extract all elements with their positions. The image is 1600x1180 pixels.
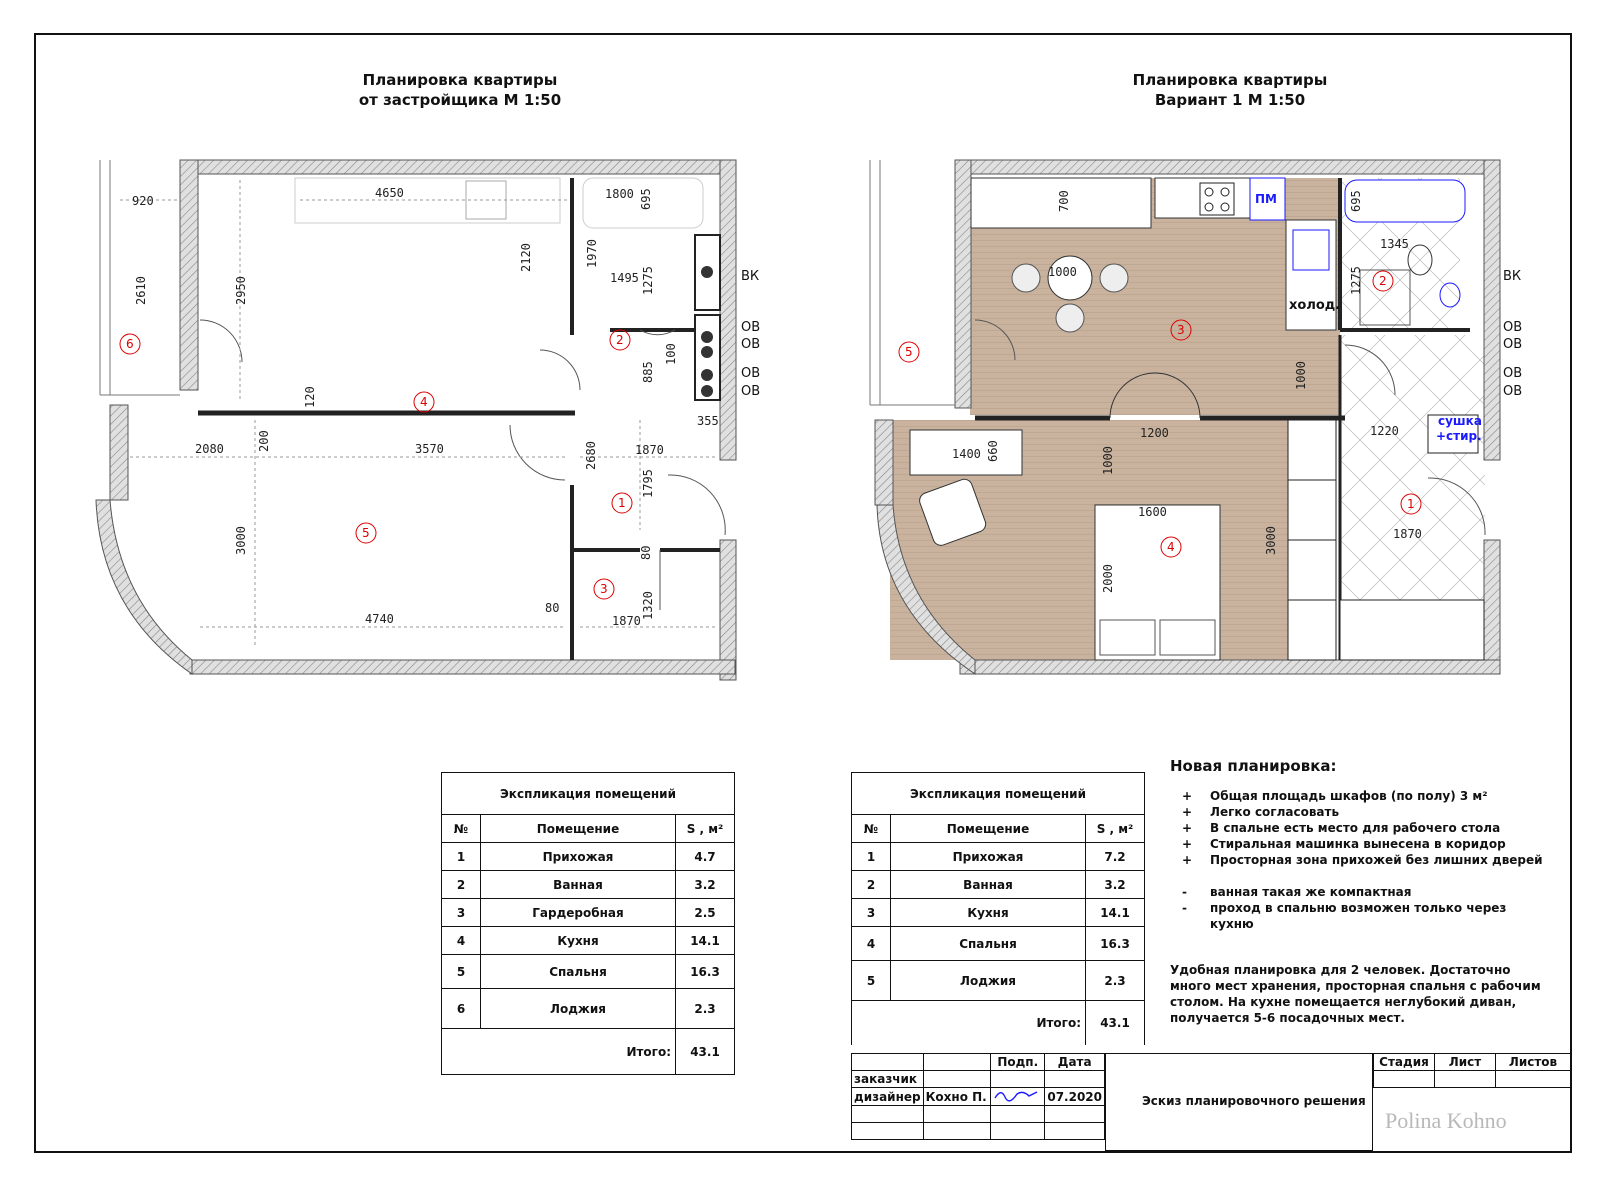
right-table-row: 5 Лоджия 2.3 <box>852 961 1145 1001</box>
left-dim-1795: 1795 <box>641 469 655 498</box>
left-right-wall-lower <box>720 540 736 680</box>
left-riser-ov-1: ОВ <box>741 320 761 335</box>
left-dim-1800: 1800 <box>605 187 634 201</box>
right-bedroom-wall <box>875 420 893 505</box>
right-table-title: Экспликация помещений <box>852 773 1145 815</box>
pros-list <box>1170 788 1550 868</box>
left-dim-200: 200 <box>257 430 271 452</box>
left-room-1: 1 <box>618 496 626 510</box>
con-item: - проход в спальню возможен только через кухню <box>1182 901 1507 931</box>
left-dim-3570: 3570 <box>415 442 444 456</box>
right-room-2: 2 <box>1379 274 1387 288</box>
left-room-5: 5 <box>362 526 370 540</box>
right-room-3: 3 <box>1177 323 1185 337</box>
right-plan-title: Планировка квартиры Вариант 1 М 1:50 <box>1132 71 1328 109</box>
washer-label-line2: +стир. <box>1436 429 1482 443</box>
right-dim-3000: 3000 <box>1264 526 1278 555</box>
left-table-row: 5 Спальня 16.3 <box>442 955 735 989</box>
right-table-total: 43.1 <box>1086 1001 1145 1045</box>
left-dim-2680: 2680 <box>584 441 598 470</box>
left-explication-table <box>441 772 735 1075</box>
left-table-header-no: № <box>442 815 481 843</box>
pro-item: + Просторная зона прихожей без лишних дверей <box>1182 853 1543 867</box>
right-room-5: 5 <box>905 345 913 359</box>
left-dim-3000: 3000 <box>234 526 248 555</box>
left-table-row: 4 Кухня 14.1 <box>442 927 735 955</box>
right-right-wall <box>1484 160 1500 460</box>
left-dim-695: 695 <box>639 188 653 210</box>
layout-notes <box>1170 758 1550 1026</box>
right-dim-660: 660 <box>986 440 1000 462</box>
watermark-logo: Polina Kohno <box>1385 1108 1507 1133</box>
left-dim-2120: 2120 <box>519 243 533 272</box>
right-riser-ov-2: ОВ <box>1503 337 1523 352</box>
left-dim-1495: 1495 <box>610 271 639 285</box>
pro-item: + Стиральная машинка вынесена в коридор <box>1182 837 1506 851</box>
title-block <box>851 1053 1105 1140</box>
left-riser-ov-3: ОВ <box>741 366 761 381</box>
left-loggia-wall <box>180 160 198 390</box>
left-dim-1870-top: 1870 <box>635 443 664 457</box>
right-explication-table <box>851 772 1145 1045</box>
left-bedroom-wall <box>110 405 128 500</box>
notes-heading: Новая планировка: <box>1170 757 1337 775</box>
left-table-title: Экспликация помещений <box>442 773 735 815</box>
left-table-header-area: S , м² <box>676 815 735 843</box>
left-dim-100: 100 <box>664 343 678 365</box>
right-dim-1000-bed: 1000 <box>1101 446 1115 475</box>
signature-image <box>991 1088 1045 1106</box>
right-dim-1220: 1220 <box>1370 424 1399 438</box>
pro-item: + В спальне есть место для рабочего стола <box>1182 821 1501 835</box>
left-plan-title: Планировка квартиры от застройщика М 1:50 <box>358 71 562 109</box>
right-dim-1000-kitchen: 1000 <box>1294 361 1308 390</box>
pro-item: + Общая площадь шкафов (по полу) 3 м² <box>1182 789 1488 803</box>
right-dim-1000-table: 1000 <box>1048 265 1077 279</box>
right-dim-1275: 1275 <box>1349 266 1363 295</box>
dishwasher-label: ПМ <box>1255 192 1277 206</box>
right-dim-700: 700 <box>1057 190 1071 212</box>
right-room-1: 1 <box>1407 497 1415 511</box>
right-bottom-wall <box>960 660 1500 674</box>
left-riser-ov-2: ОВ <box>741 337 761 352</box>
right-right-wall-lower <box>1484 540 1500 670</box>
stamp-designer-label: дизайнер <box>852 1088 924 1106</box>
right-riser-ov-3: ОВ <box>1503 366 1523 381</box>
left-room-4: 4 <box>420 395 428 409</box>
left-bay-window-wall <box>96 500 192 674</box>
right-top-wall <box>960 160 1500 174</box>
left-dim-4650: 4650 <box>375 186 404 200</box>
left-room-3: 3 <box>600 582 608 596</box>
left-dim-2610: 2610 <box>134 276 148 305</box>
left-top-wall <box>180 160 720 174</box>
washer-label-line1: сушка <box>1438 414 1482 428</box>
left-dim-1970: 1970 <box>585 239 599 268</box>
stamp-sheet-cells <box>1373 1053 1571 1088</box>
stamp-project-title: Эскиз планировочного решения <box>1142 1094 1366 1108</box>
stamp-stage-header: Стадия <box>1374 1054 1435 1071</box>
left-riser-ov-4: ОВ <box>741 384 761 399</box>
right-riser-vk: ВК <box>1503 269 1522 284</box>
stamp-customer-label: заказчик <box>852 1071 924 1088</box>
right-table-row: 4 Спальня 16.3 <box>852 927 1145 961</box>
notes-summary: Удобная планировка для 2 человек. Достаточно много мест хранения, просторная спальня с рабочим столом. На кухне помещается неглубокий диван, получается 5-6 посадочных мест. <box>1170 963 1541 1025</box>
pro-item: + Легко согласовать <box>1182 805 1340 819</box>
fridge-label: холод. <box>1289 298 1341 313</box>
right-table-total-label: Итого: <box>852 1001 1086 1045</box>
left-dim-80-a: 80 <box>545 601 560 615</box>
right-dim-1600: 1600 <box>1138 505 1167 519</box>
left-dim-4740: 4740 <box>365 612 394 626</box>
left-riser-vk: ВК <box>741 269 760 284</box>
left-table-row: 6 Лоджия 2.3 <box>442 989 735 1029</box>
stamp-sheets-header: Листов <box>1496 1054 1571 1071</box>
stamp-designer-name: Кохно П. <box>923 1088 991 1106</box>
left-dim-885: 885 <box>641 361 655 383</box>
stamp-date-header: Дата <box>1045 1054 1105 1071</box>
left-dim-355: 355 <box>697 414 719 428</box>
left-table-row: 1 Прихожая 4.7 <box>442 843 735 871</box>
left-dim-2950: 2950 <box>234 276 248 305</box>
right-dim-1870: 1870 <box>1393 527 1422 541</box>
left-bottom-wall <box>190 660 735 674</box>
stamp-project-title-cell <box>1105 1053 1373 1151</box>
left-plan <box>96 160 760 680</box>
left-table-total-label: Итого: <box>442 1029 676 1075</box>
left-table-row: 2 Ванная 3.2 <box>442 871 735 899</box>
left-dim-1320: 1320 <box>641 591 655 620</box>
right-loggia-wall <box>955 160 971 408</box>
con-item: - ванная такая же компактная <box>1182 885 1412 899</box>
left-room-2: 2 <box>616 333 624 347</box>
right-dim-695: 695 <box>1349 190 1363 212</box>
left-room-6: 6 <box>126 337 134 351</box>
right-dim-1400: 1400 <box>952 447 981 461</box>
right-room-4: 4 <box>1167 540 1175 554</box>
right-dim-2000: 2000 <box>1101 564 1115 593</box>
right-dim-1345: 1345 <box>1380 237 1409 251</box>
left-table-total: 43.1 <box>676 1029 735 1075</box>
right-plan <box>870 160 1522 674</box>
left-table-row: 3 Гардеробная 2.5 <box>442 899 735 927</box>
left-dim-1870-bottom: 1870 <box>612 614 641 628</box>
left-dim-120: 120 <box>303 386 317 408</box>
right-table-row: 1 Прихожая 7.2 <box>852 843 1145 871</box>
left-right-wall <box>720 160 736 460</box>
right-table-row: 2 Ванная 3.2 <box>852 871 1145 899</box>
right-table-header-room: Помещение <box>891 815 1086 843</box>
cons-list <box>1170 884 1550 932</box>
left-dim-920: 920 <box>132 194 154 208</box>
stamp-sign-header: Подп. <box>991 1054 1045 1071</box>
left-dim-2080: 2080 <box>195 442 224 456</box>
left-dim-1275: 1275 <box>641 266 655 295</box>
right-riser-ov-1: ОВ <box>1503 320 1523 335</box>
right-table-header-area: S , м² <box>1086 815 1145 843</box>
stamp-date: 07.2020 <box>1045 1088 1105 1106</box>
left-dim-80-b: 80 <box>639 545 653 560</box>
stamp-sheet-header: Лист <box>1435 1054 1496 1071</box>
right-dim-1200: 1200 <box>1140 426 1169 440</box>
right-table-header-no: № <box>852 815 891 843</box>
right-riser-ov-4: ОВ <box>1503 384 1523 399</box>
left-table-header-room: Помещение <box>481 815 676 843</box>
right-table-row: 3 Кухня 14.1 <box>852 899 1145 927</box>
